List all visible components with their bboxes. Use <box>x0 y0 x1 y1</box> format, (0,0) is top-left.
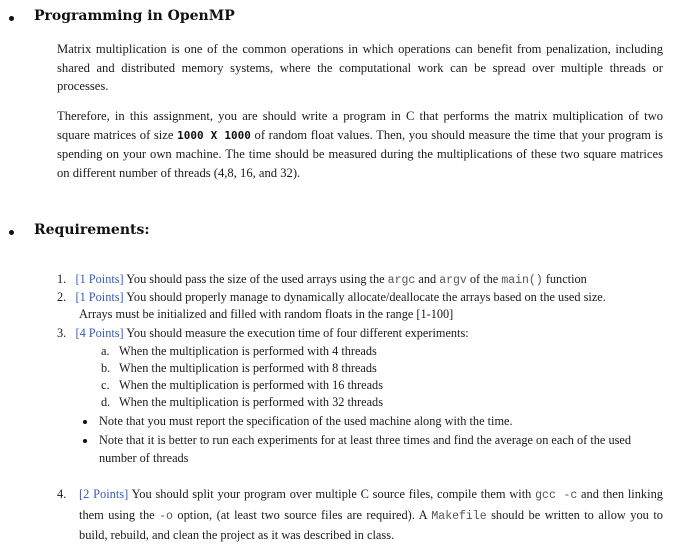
sub-text: When the multiplication is performed with 8 threads <box>119 361 377 375</box>
req4-text: You should split your program over multiple C source files, compile them with <box>131 487 532 501</box>
sub-item-c <box>101 378 383 393</box>
sub-text: When the multiplication is performed with 16 threads <box>119 378 383 392</box>
sub-text: When the multiplication is performed with 32 threads <box>119 395 383 409</box>
assignment-text-b: of random float values. Then, you should measure the time that your program is spending on your own machine. The time should be measured during the multiplications of these two square matrices on different number of threads (4,8, 16, and 32). <box>57 127 663 180</box>
intro-paragraph <box>57 40 663 96</box>
requirement-2-cont: Arrays must be initialized and filled with random floats in the range [1-100] <box>79 307 454 321</box>
req1-text: You should pass the size of the used arrays using the <box>126 272 385 286</box>
sub-label: d. <box>101 395 111 409</box>
code-argc: argc <box>387 274 416 287</box>
req4-text: should be written to allow you to build, rebuild, and clean the project as it was described in class. <box>79 507 663 542</box>
item-number: 1. <box>57 272 67 286</box>
req3-text: You should measure the execution time of four different experiments: <box>126 326 469 340</box>
code-makefile: Makefile <box>431 509 487 523</box>
note-bullet <box>83 439 87 443</box>
sub-label: c. <box>101 378 110 392</box>
item-number: 2. <box>57 290 67 304</box>
note-average: Note that it is better to run each experiments for at least three times and find the average on each of the used number of threads <box>99 433 631 465</box>
intro-text: Matrix multiplication is one of the common operations in which operations can benefit from penalization, including shared and distributed memory systems, where the computational work can be spread over multiple threads or processes. <box>57 42 663 94</box>
matrix-size: 1000 X 1000 <box>177 128 251 142</box>
requirement-4 <box>57 485 663 545</box>
assignment-text-a: Therefore, in this assignment, you are should write a program in C that performs the matrix multiplication of two square matrices of size <box>57 109 663 142</box>
req4-text: and then linking them using the <box>79 487 663 522</box>
code-main: main() <box>501 274 543 287</box>
section-heading-requirements: Requirements: <box>34 222 150 238</box>
requirement-3 <box>57 326 469 341</box>
req2-text: You should properly manage to dynamically allocate/deallocate the arrays based on the used size. <box>126 290 606 304</box>
code-o-flag: -o <box>159 509 173 523</box>
item-number: 4. <box>57 487 67 501</box>
sub-label: a. <box>101 344 110 358</box>
requirement-1 <box>57 272 587 287</box>
req1-text: of the <box>469 272 499 286</box>
assignment-paragraph <box>57 107 663 182</box>
sub-label: b. <box>101 361 111 375</box>
section-heading-openmp: Programming in OpenMP <box>34 8 235 24</box>
code-gcc: gcc -c <box>535 489 578 502</box>
item-number: 3. <box>57 326 67 340</box>
points-label: [2 Points] <box>79 487 129 501</box>
sub-item-d <box>101 395 383 410</box>
code-argv: argv <box>439 274 467 287</box>
sub-item-a <box>101 344 377 359</box>
note-bullet <box>83 420 87 424</box>
req1-text: function <box>545 272 587 286</box>
points-label: [1 Points] <box>75 272 124 286</box>
sub-text: When the multiplication is performed with 4 threads <box>119 344 377 358</box>
note-machine-spec: Note that you must report the specification of the used machine along with the time. <box>99 414 513 428</box>
req1-text: and <box>418 272 437 286</box>
section-bullet <box>9 230 14 235</box>
requirement-2 <box>57 290 606 305</box>
sub-item-b <box>101 361 377 376</box>
points-label: [1 Points] <box>75 290 124 304</box>
points-label: [4 Points] <box>75 326 124 340</box>
section-bullet <box>9 16 14 21</box>
req4-text: option, (at least two source files are required). A <box>177 507 427 522</box>
